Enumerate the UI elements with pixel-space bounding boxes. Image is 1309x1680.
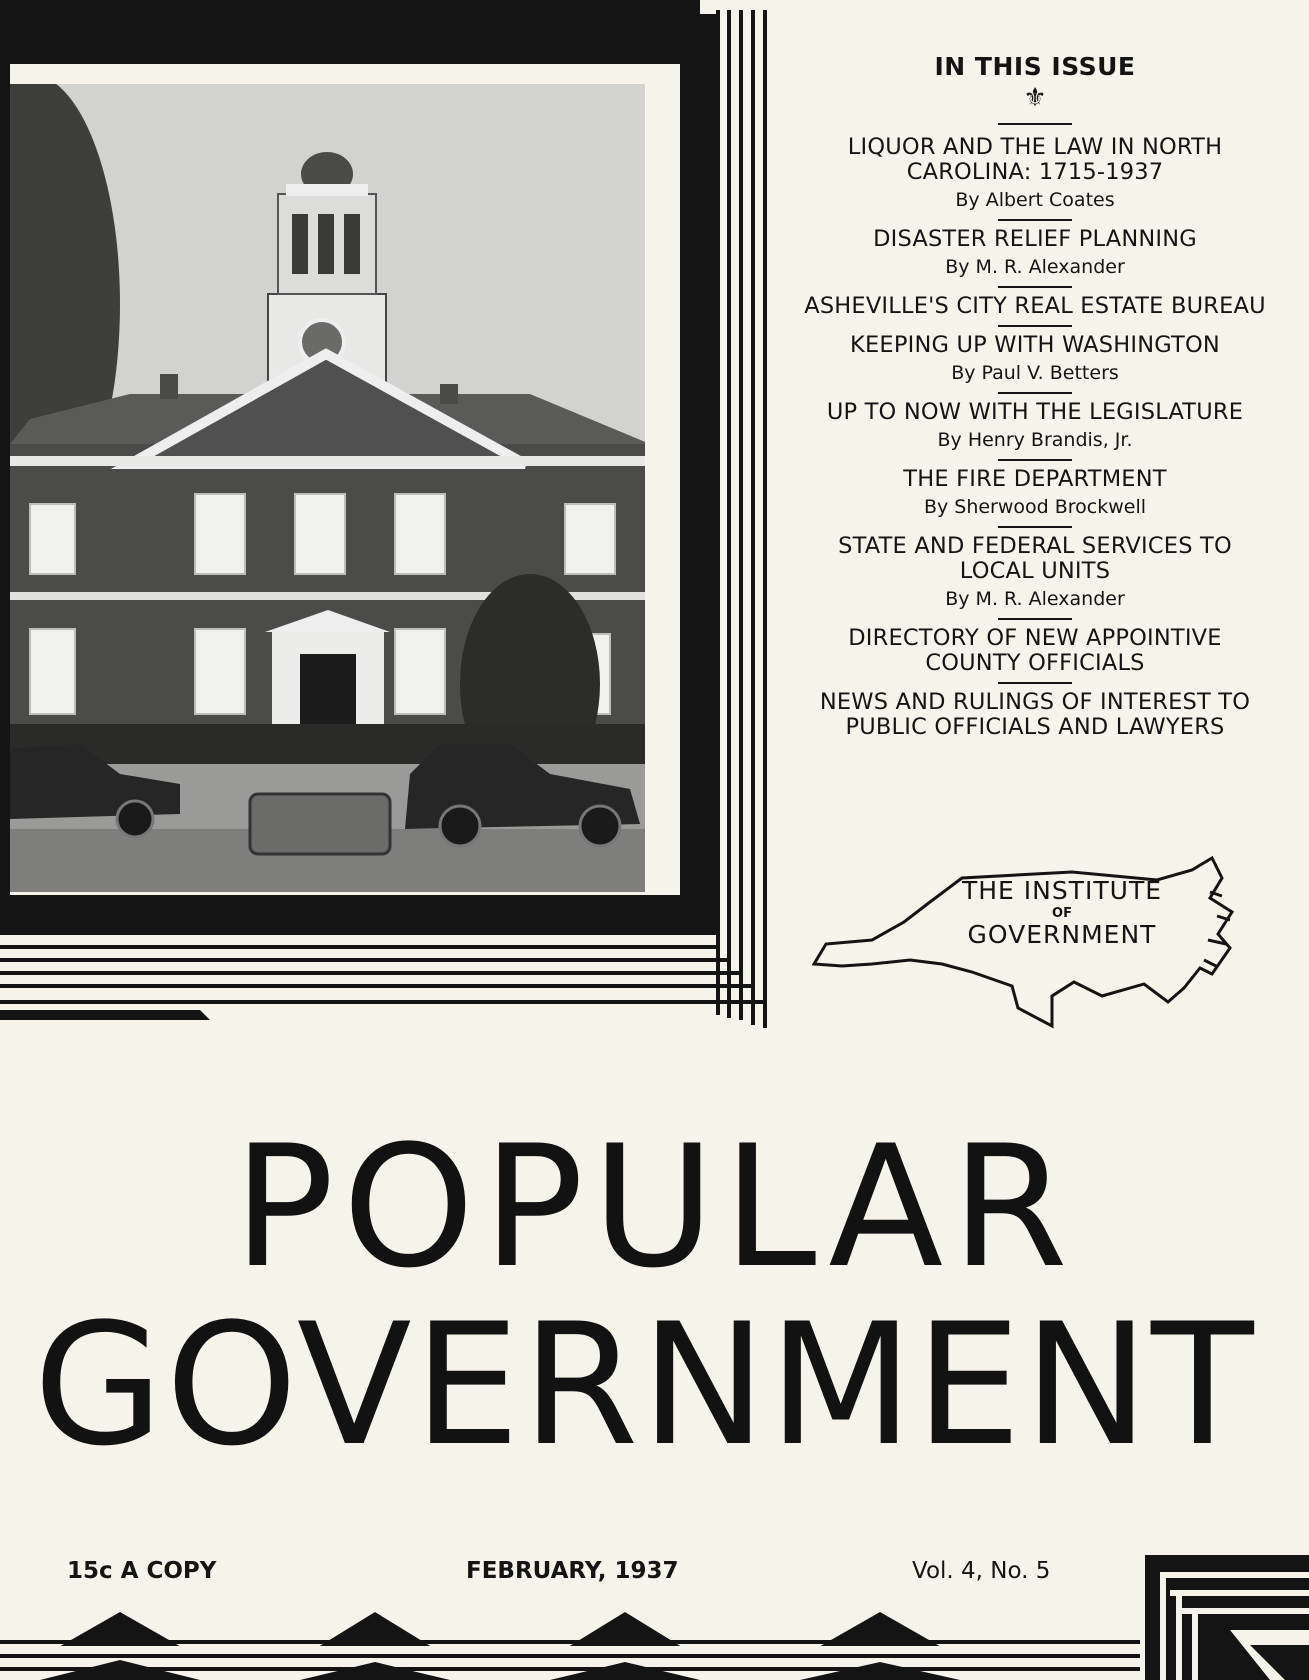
toc-item-title: THE FIRE DEPARTMENT: [903, 466, 1167, 492]
issue-price: 15c A COPY: [67, 1558, 217, 1584]
divider: [998, 459, 1072, 461]
toc-item-author: By Paul V. Betters: [951, 362, 1119, 384]
divider: [998, 526, 1072, 528]
toc-item-author: By Sherwood Brockwell: [923, 496, 1147, 518]
toc-item: [780, 135, 1290, 221]
toc-item: [780, 626, 1290, 684]
bottom-decorative-border: [0, 1550, 1309, 1680]
divider: [998, 219, 1072, 221]
toc-item-author: By M. R. Alexander: [945, 256, 1125, 278]
toc-item-title: LIQUOR AND THE LAW IN NORTH CAROLINA: 1715-1937: [847, 134, 1223, 185]
divider: [998, 618, 1072, 620]
toc-item-title: UP TO NOW WITH THE LEGISLATURE: [826, 399, 1244, 425]
toc-item-author: By Henry Brandis, Jr.: [937, 429, 1133, 451]
divider: [998, 325, 1072, 327]
toc-item: [780, 400, 1290, 461]
toc-item: [780, 333, 1290, 394]
logo-title-line2: OF: [1052, 906, 1072, 921]
divider: [998, 286, 1072, 288]
logo-title-line1: THE INSTITUTE: [961, 876, 1163, 905]
toc-item: [780, 534, 1290, 620]
toc-item-title: DIRECTORY OF NEW APPOINTIVE COUNTY OFFICIALS: [848, 625, 1222, 676]
table-of-contents: [780, 52, 1290, 746]
fleur-de-lis-icon: ⚜: [1023, 83, 1047, 113]
toc-item-author: By M. R. Alexander: [945, 588, 1125, 610]
toc-item: [780, 690, 1290, 740]
divider: [998, 392, 1072, 394]
toc-item: [780, 294, 1290, 327]
toc-heading: IN THIS ISSUE: [934, 52, 1136, 81]
toc-item: [780, 227, 1290, 288]
issue-volume: Vol. 4, No. 5: [912, 1558, 1051, 1584]
divider: [998, 682, 1072, 684]
toc-item: [780, 467, 1290, 528]
toc-item-title: ASHEVILLE'S CITY REAL ESTATE BUREAU: [804, 293, 1266, 319]
logo-title-line3: GOVERNMENT: [967, 920, 1157, 949]
issue-date: FEBRUARY, 1937: [466, 1558, 679, 1584]
masthead-line2: GOVERNMENT: [33, 1287, 1256, 1483]
courthouse-photo: [10, 84, 645, 892]
toc-item-title: STATE AND FEDERAL SERVICES TO LOCAL UNITS: [838, 533, 1232, 584]
masthead-line1: POPULAR: [233, 1109, 1076, 1305]
toc-item-author: By Albert Coates: [955, 189, 1115, 211]
institute-logo: [812, 856, 1252, 1031]
toc-list: [780, 135, 1290, 740]
toc-item-title: DISASTER RELIEF PLANNING: [873, 226, 1197, 252]
divider: [998, 123, 1072, 125]
toc-item-title: NEWS AND RULINGS OF INTEREST TO PUBLIC OFFICIALS AND LAWYERS: [819, 689, 1251, 740]
toc-item-title: KEEPING UP WITH WASHINGTON: [850, 332, 1220, 358]
